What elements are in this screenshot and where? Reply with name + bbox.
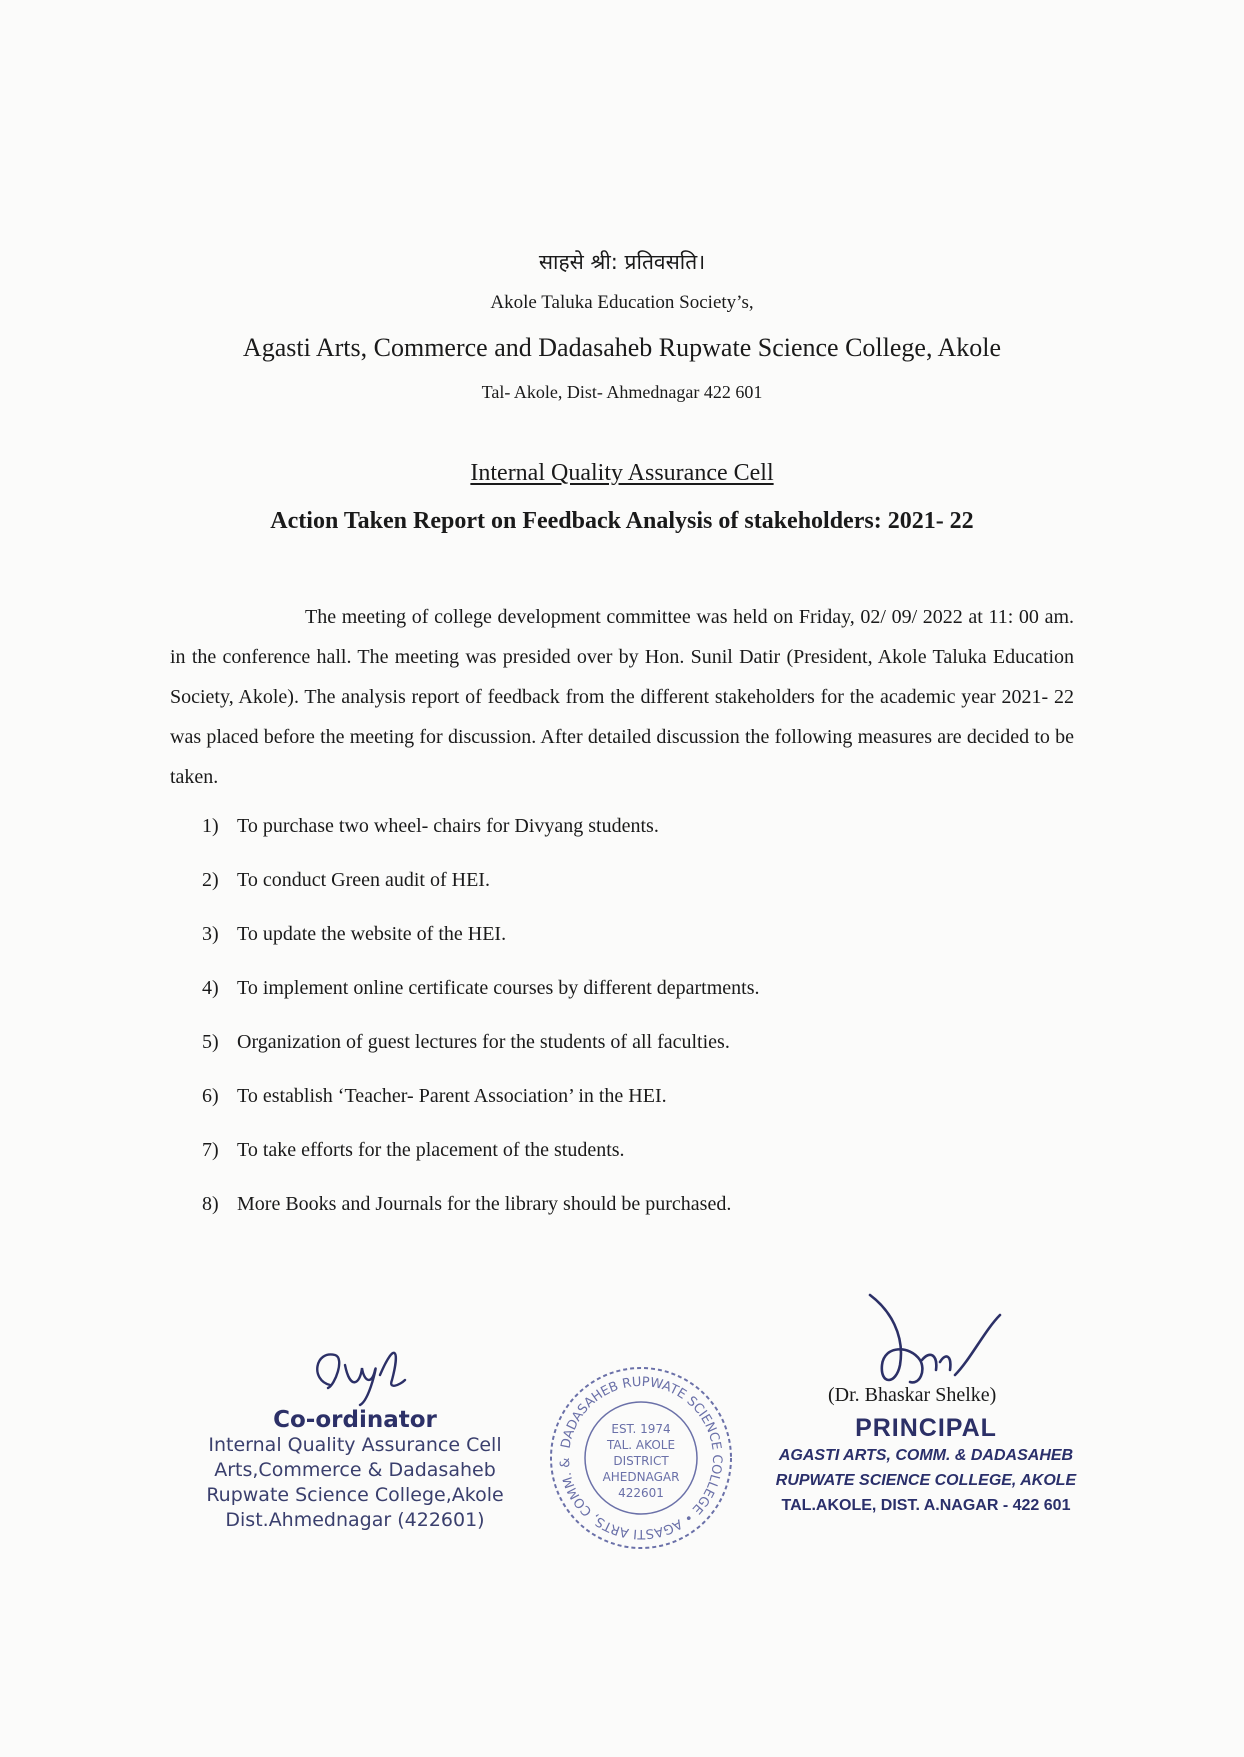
principal-line: TAL.AKOLE, DIST. A.NAGAR - 422 601 <box>781 1497 1071 1514</box>
coordinator-line: Internal Quality Assurance Cell <box>208 1434 502 1456</box>
list-item <box>202 1031 760 1085</box>
item-number: 3) <box>202 923 219 945</box>
society-name: Akole Taluka Education Society’s, <box>490 292 754 313</box>
coordinator-line: Rupwate Science College,Akole <box>206 1484 504 1506</box>
seal-line: 422601 <box>618 1486 664 1500</box>
item-number: 4) <box>202 977 219 999</box>
list-item <box>202 869 760 923</box>
college-seal <box>546 1363 736 1553</box>
principal-stamp <box>756 1414 1096 1518</box>
seal-line: DISTRICT <box>613 1454 669 1468</box>
item-text: More Books and Journals for the library should be purchased. <box>237 1193 732 1215</box>
list-item <box>202 1085 760 1139</box>
list-item <box>202 815 760 869</box>
item-text: To establish ‘Teacher- Parent Association’ in the HEI. <box>237 1085 667 1107</box>
meeting-paragraph <box>170 597 1074 797</box>
coordinator-line: Dist.Ahmednagar (422601) <box>225 1509 485 1531</box>
item-text: To implement online certificate courses by different departments. <box>237 977 760 999</box>
report-title: Action Taken Report on Feedback Analysis of stakeholders: 2021- 22 <box>270 508 974 534</box>
college-name: Agasti Arts, Commerce and Dadasaheb Rupwate Science College, Akole <box>242 333 1002 362</box>
iqac-heading: Internal Quality Assurance Cell <box>470 460 774 486</box>
college-address: Tal- Akole, Dist- Ahmednagar 422 601 <box>481 382 763 402</box>
principal-title: PRINCIPAL <box>855 1414 997 1442</box>
seal-line: AHEDNAGAR <box>602 1470 680 1484</box>
coordinator-stamp <box>190 1407 520 1533</box>
item-text: To purchase two wheel- chairs for Divyang students. <box>237 815 659 837</box>
principal-line: RUPWATE SCIENCE COLLEGE, AKOLE <box>775 1472 1077 1489</box>
sanskrit-motto: साहसे श्री: प्रतिवसति। <box>538 250 706 274</box>
seal-ring-path: DADASAHEB RUPWATE SCIENCE COLLEGE • AGASTI ARTS, COMM. & <box>557 1374 725 1542</box>
item-number: 2) <box>202 869 219 891</box>
coordinator-title: Co-ordinator <box>273 1407 437 1433</box>
principal-line: AGASTI ARTS, COMM. & DADASAHEB <box>778 1447 1074 1464</box>
item-text: Organization of guest lectures for the students of all faculties. <box>237 1031 730 1053</box>
item-number: 7) <box>202 1139 219 1161</box>
principal-name: (Dr. Bhaskar Shelke) <box>828 1384 997 1406</box>
list-item <box>202 923 760 977</box>
list-item <box>202 1193 760 1247</box>
seal-line: EST. 1974 <box>611 1422 671 1436</box>
list-item <box>202 977 760 1031</box>
item-text: To take efforts for the placement of the students. <box>237 1139 625 1161</box>
paragraph-text: The meeting of college development committee was held on Friday, 02/ 09/ 2022 at 11: 00 am. in the conference hall. The meeting was presided over by Hon. Sunil Datir (President, Akole Taluka Education Society, Akole). The analysis report of feedback from the different stakeholders for the academic year 2021- 22 was placed before the meeting for discussion. After detailed discussion the following measures are decided to be taken. <box>170 606 1074 788</box>
item-number: 8) <box>202 1193 219 1215</box>
item-text: To conduct Green audit of HEI. <box>237 869 490 891</box>
item-number: 5) <box>202 1031 219 1053</box>
item-number: 6) <box>202 1085 219 1107</box>
item-text: To update the website of the HEI. <box>237 923 507 945</box>
coordinator-line: Arts,Commerce & Dadasaheb <box>214 1459 496 1481</box>
list-item <box>202 1139 760 1193</box>
coordinator-signature <box>300 1330 420 1410</box>
measures-list <box>202 815 760 1247</box>
seal-line: TAL. AKOLE <box>606 1438 676 1452</box>
item-number: 1) <box>202 815 219 837</box>
